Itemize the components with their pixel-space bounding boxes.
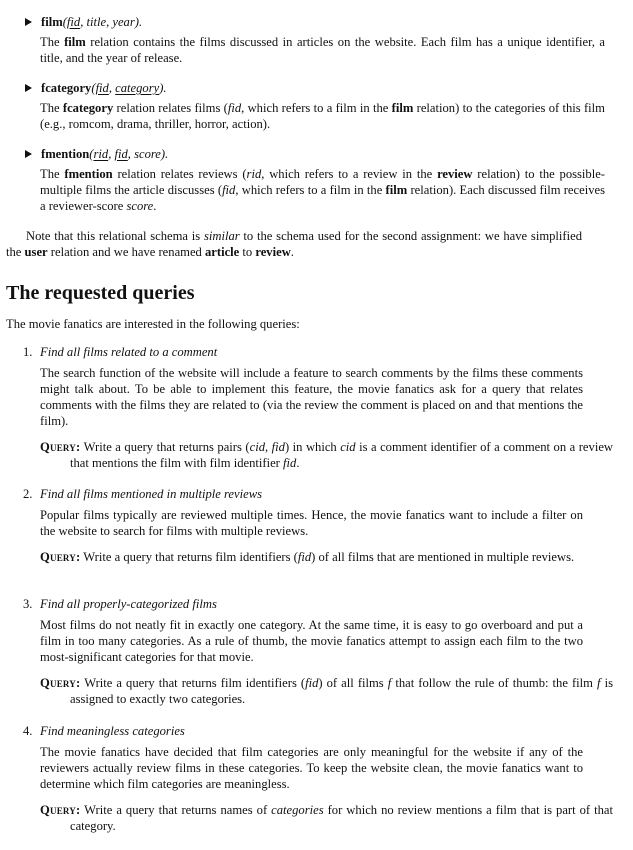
query-description: The search function of the website will include a feature to search comments by the films these comments might talk about. To be able to implement this feature, the movie fanatics ask for a query that relates comments with the films they are related to (via the review the comment is placed on and that mentions the film). bbox=[40, 366, 583, 428]
query-number: 3. bbox=[23, 597, 33, 611]
query-label: Query: bbox=[40, 803, 81, 817]
query-label: Query: bbox=[40, 440, 81, 454]
bullet-triangle-icon bbox=[25, 84, 32, 92]
query-description: The movie fanatics have decided that film categories are only meaningful for the website if any of the reviewers actually review films in these categories. To keep the website clean, the movie fanatics want to determine which film categories are meaningless. bbox=[40, 745, 583, 791]
query-title: 4. Find meaningless categories bbox=[23, 724, 185, 738]
query-description: Popular films typically are reviewed multiple times. Hence, the movie fanatics want to include a filter on the website to search for films with multiple reviews. bbox=[40, 508, 583, 538]
bullet-triangle-icon bbox=[25, 150, 32, 158]
query-task: Query: Write a query that returns names of categories for which no review mentions a film that is part of that category. bbox=[40, 803, 613, 833]
query-item bbox=[23, 344, 613, 471]
query-title: 3. Find all properly-categorized films bbox=[23, 597, 217, 611]
query-task: Query: Write a query that returns pairs (cid, fid) in which cid is a comment identifier of a comment on a review that mentions the film with film identifier fid. bbox=[40, 440, 613, 470]
query-task: Query: Write a query that returns film identifiers (fid) of all films that are mentioned in multiple reviews. bbox=[40, 550, 575, 564]
schema-note: Note that this relational schema is similar to the schema used for the second assignment: we have simplified the user relation and we have renamed article to review. bbox=[6, 229, 582, 259]
query-task: Query: Write a query that returns film identifiers (fid) of all films f that follow the rule of thumb: the film f is assigned to exactly two categories. bbox=[40, 676, 613, 706]
relation-fmention-signature: fmention(rid, fid, score). bbox=[25, 146, 625, 164]
section-heading: The requested queries bbox=[6, 282, 195, 304]
relation-film-description: The film relation contains the films discussed in articles on the website. Each film has a unique identifier, a title, and the year of release. bbox=[40, 35, 605, 65]
query-item bbox=[23, 723, 613, 834]
relation-fmention bbox=[25, 146, 625, 214]
primary-key-fid: fid bbox=[114, 147, 128, 161]
intro-text: The movie fanatics are interested in the following queries: bbox=[6, 317, 300, 331]
relation-film-signature: film(fid, title, year). bbox=[25, 14, 625, 32]
primary-key-category: category bbox=[115, 81, 160, 95]
query-number: 4. bbox=[23, 724, 33, 738]
relation-fmention-description: The fmention relation relates reviews (rid, which refers to a review in the review relation) to the possible-multiple films the article discusses (fid, which refers to a film in the film relation). Each discussed film receives a reviewer-score score. bbox=[40, 167, 606, 213]
primary-key-fid: fid bbox=[95, 81, 109, 95]
query-item bbox=[23, 596, 613, 707]
query-label: Query: bbox=[40, 676, 81, 690]
query-number: 2. bbox=[23, 487, 33, 501]
primary-key-rid: rid bbox=[93, 147, 109, 161]
relation-fcategory-description: The fcategory relation relates films (fid, which refers to a film in the film relation) to the categories of this film (e.g., romcom, drama, thriller, horror, action). bbox=[40, 101, 605, 131]
query-description: Most films do not neatly fit in exactly one category. At the same time, it is easy to go overboard and put a film in too many categories. As a rule of thumb, the movie fanatics attempt to assign each film to the two most-significant categories for that movie. bbox=[40, 618, 583, 664]
relation-fcategory bbox=[25, 80, 625, 132]
primary-key-fid: fid bbox=[66, 15, 81, 29]
query-item bbox=[23, 486, 583, 565]
relation-film bbox=[25, 14, 625, 66]
query-title: 2. Find all films mentioned in multiple reviews bbox=[23, 487, 262, 501]
bullet-triangle-icon bbox=[25, 18, 32, 26]
relation-fcategory-signature: fcategory(fid, category). bbox=[25, 80, 625, 98]
query-label: Query: bbox=[40, 550, 81, 564]
query-number: 1. bbox=[23, 345, 33, 359]
query-title: 1. Find all films related to a comment bbox=[23, 345, 218, 359]
